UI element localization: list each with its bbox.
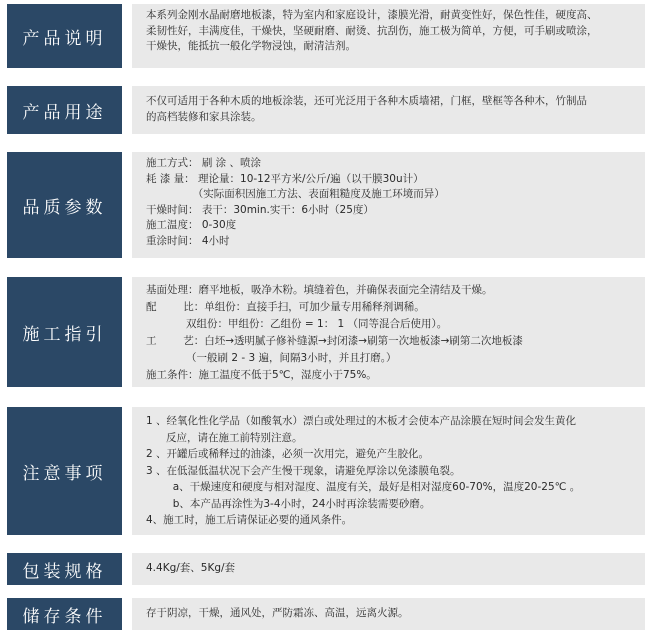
- content-line: （实际面积因施工方法、表面粗糙度及施工环境而异）: [146, 188, 445, 200]
- content-line: 工 艺：白坯→透明腻子修补缝源→封闭漆→刷第一次地板漆→刷第二次地板漆: [146, 335, 523, 347]
- content-line: 施工条件：施工温度不低于5℃，湿度小于75%。: [146, 369, 377, 381]
- section-label: 品质参数: [7, 152, 122, 258]
- content-line: 干燥时间： 表干：30min.实干：6小时（25度）: [146, 203, 374, 216]
- content-line: 配 比：单组份：直接手扫，可加少量专用稀释剂调稀。: [146, 301, 425, 313]
- content-line: 4.4Kg/套、5Kg/套: [146, 562, 236, 574]
- content-line: 1 、经氧化性化学品（如酸氧水）漂白或处理过的木板才会使本产品涂膜在短时间会发生黄化: [146, 415, 577, 427]
- section-label: 产品用途: [7, 86, 122, 134]
- content-line: 的高档装修和家具涂装。: [146, 110, 262, 123]
- section-label: 储存条件: [7, 598, 122, 630]
- section-quality-parameters: [0, 152, 650, 258]
- content-line: 柔韧性好，丰满度佳，干燥快，坚硬耐磨、耐烫、抗刮伤，施工极为简单，方便，可手刷或喷涂，: [146, 24, 598, 37]
- content-line: 存于阴凉，干燥，通风处，严防霜冻、高温，远离火源。: [146, 607, 409, 619]
- content-line: 2 、开罐后或稀释过的油漆，必须一次用完，避免产生胶化。: [146, 448, 430, 460]
- content-line: 基面处理：磨平地板，吸净木粉。填缝着色，并确保表面完全清结及干燥。: [146, 284, 493, 296]
- section-packaging: [0, 553, 650, 585]
- section-content: [132, 553, 645, 585]
- section-content: [132, 407, 645, 535]
- section-construction-guide: [0, 277, 650, 387]
- section-label: 包装规格: [7, 553, 122, 585]
- content-line: 耗 漆 量： 理论量：10-12平方米/公斤/遍（以干膜30u计）: [146, 172, 424, 185]
- content-line: （一般刷 2 - 3 遍，间隔3小时，并且打磨。）: [146, 352, 397, 364]
- content-line: 施工方式： 刷 涂 、喷涂: [146, 157, 262, 169]
- section-label: 施工指引: [7, 277, 122, 387]
- content-line: 双组份：甲组份：乙组份 = 1： 1 （同等混合后使用）。: [146, 318, 448, 330]
- section-product-description: [0, 4, 650, 68]
- section-content: [132, 152, 645, 258]
- content-line: 本系列金刚水晶耐磨地板漆，特为室内和家庭设计，漆膜光滑，耐黄变性好，保色性佳，硬度高、: [146, 9, 598, 21]
- content-line: 不仅可适用于各种木质的地板涂装，还可光泛用于各种木质墙裙，门框，壁框等各种木，竹制品: [146, 95, 587, 107]
- section-content: [132, 4, 645, 68]
- content-line: 反应，请在施工前特别注意。: [146, 431, 303, 444]
- section-storage: [0, 598, 650, 630]
- content-line: a、干燥速度和硬度与相对湿度、温度有关，最好是相对湿度60-70%，温度20-25℃ 。: [146, 481, 581, 493]
- content-line: 干燥快，能抵抗一般化学物浸蚀，耐清洁剂。: [146, 40, 356, 52]
- section-content: [132, 598, 645, 630]
- content-line: b、本产品再涂性为3-4小时，24小时再涂装需要砂磨。: [146, 497, 431, 510]
- content-line: 施工温度： 0-30度: [146, 219, 237, 231]
- content-line: 3 、在低湿低温状况下会产生慢干现象，请避免厚涂以免漆膜龟裂。: [146, 464, 461, 477]
- section-content: [132, 277, 645, 387]
- section-content: [132, 86, 645, 134]
- section-label: 产品说明: [7, 4, 122, 68]
- section-label: 注意事项: [7, 407, 122, 535]
- section-product-usage: [0, 86, 650, 134]
- content-line: 4、施工时，施工后请保证必要的通风条件。: [146, 514, 353, 526]
- content-line: 重涂时间： 4小时: [146, 234, 230, 247]
- section-precautions: [0, 407, 650, 535]
